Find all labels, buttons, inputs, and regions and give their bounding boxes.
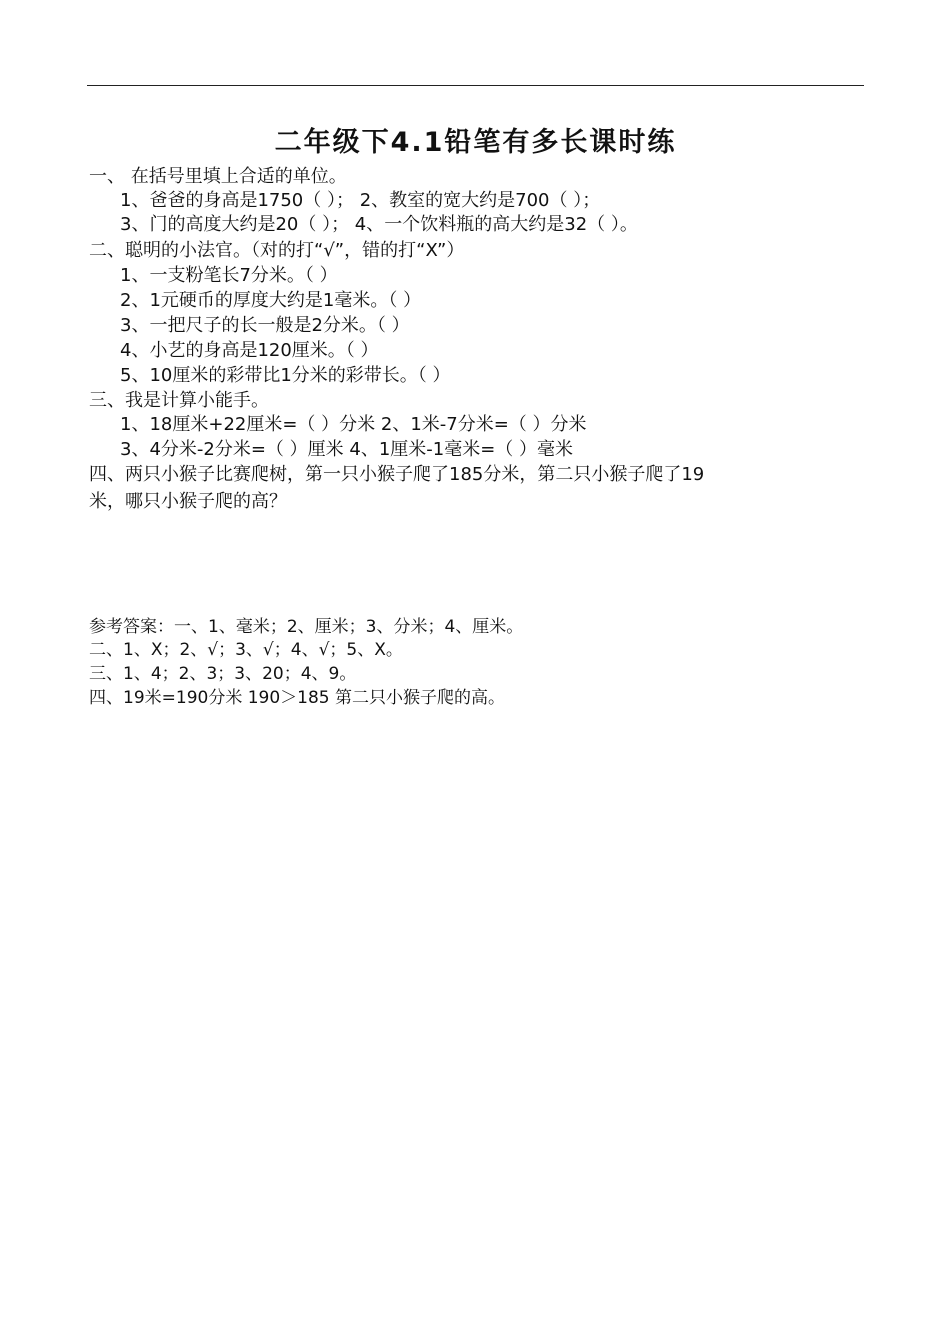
q3-line-1: 1、18厘米+22厘米=（ ）分米 2、1米-7分米=（ ）分米 — [120, 414, 587, 435]
q1-line-1: 1、爸爸的身高是1750（ ）； 2、教室的宽大约是700（ ）； — [120, 190, 601, 211]
header-rule — [87, 85, 864, 86]
q2-item-2: 2、1元硬币的厚度大约是1毫米。（ ） — [120, 290, 422, 311]
q4-line-1: 四、两只小猴子比赛爬树，第一只小猴子爬了185分米，第二只小猴子爬了19 — [89, 464, 705, 485]
q2-item-5: 5、10厘米的彩带比1分米的彩带长。（ ） — [120, 365, 451, 386]
answer-line-2: 二、1、X；2、√；3、√；4、√；5、X。 — [89, 640, 403, 660]
q1-heading: 一、 在括号里填上合适的单位。 — [89, 166, 347, 187]
answer-line-1: 参考答案：一、1、毫米；2、厘米；3、分米；4、厘米。 — [89, 617, 524, 637]
q2-item-1: 1、一支粉笔长7分米。（ ） — [120, 265, 338, 286]
q2-item-3: 3、一把尺子的长一般是2分米。（ ） — [120, 315, 410, 336]
q4-line-2: 米，哪只小猴子爬的高？ — [89, 491, 287, 512]
q3-heading: 三、我是计算小能手。 — [89, 390, 269, 411]
q3-line-2: 3、4分米-2分米=（ ）厘米 4、1厘米-1毫米=（ ）毫米 — [120, 439, 574, 460]
q2-heading: 二、聪明的小法官。（对的打“√”，错的打“X”） — [89, 240, 465, 261]
answer-line-3: 三、1、4；2、3；3、20；4、9。 — [89, 664, 357, 684]
q1-line-2: 3、门的高度大约是20（ ）； 4、一个饮料瓶的高大约是32（ ）。 — [120, 214, 638, 235]
page-title: 二年级下4.1铅笔有多长课时练 — [274, 127, 677, 158]
q2-item-4: 4、小艺的身高是120厘米。（ ） — [120, 340, 379, 361]
answer-line-4: 四、19米=190分米 190＞185 第二只小猴子爬的高。 — [89, 688, 506, 708]
